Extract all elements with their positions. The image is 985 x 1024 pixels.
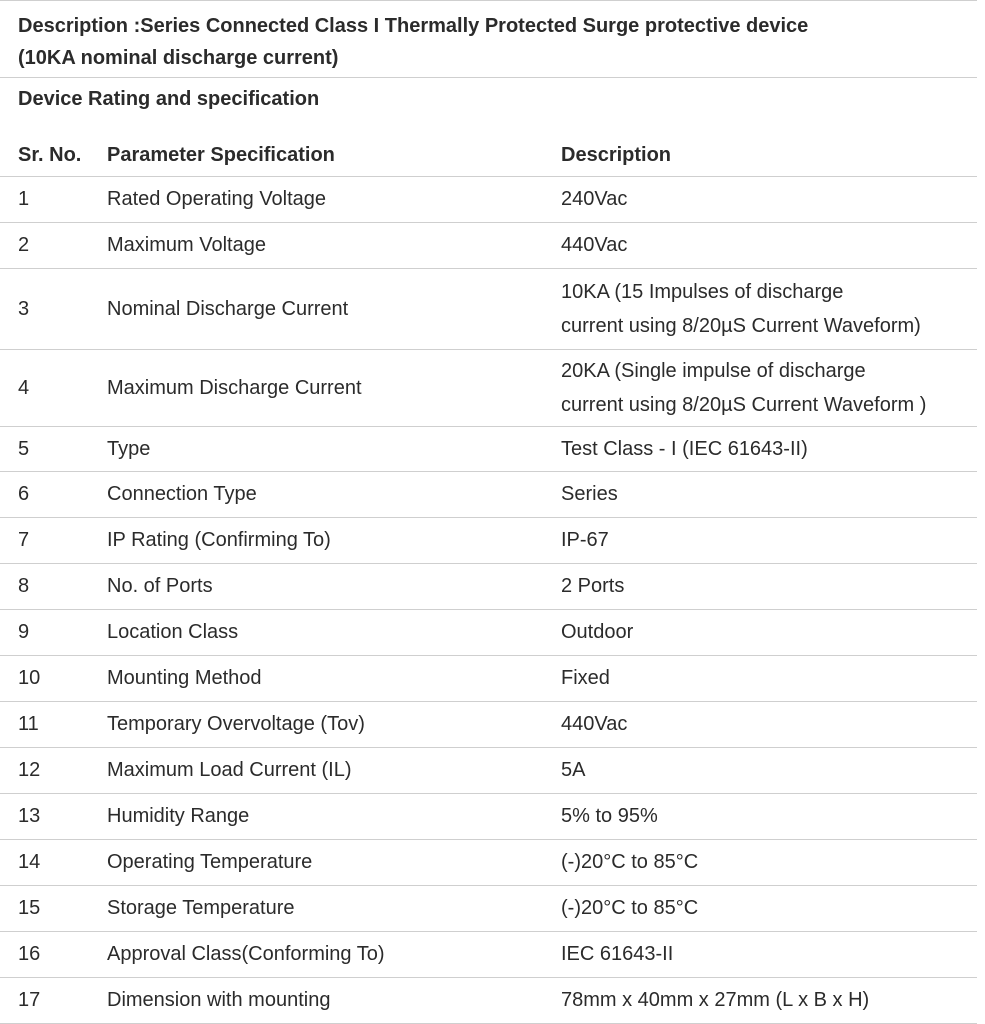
row-number: 2 bbox=[18, 234, 30, 256]
row-divider bbox=[0, 885, 977, 886]
table-row bbox=[0, 885, 977, 931]
row-description-line: 78mm x 40mm x 27mm (L x B x H) bbox=[561, 989, 870, 1011]
table-row bbox=[0, 349, 977, 426]
row-number: 3 bbox=[18, 297, 30, 320]
row-divider bbox=[0, 268, 977, 269]
row-number: 9 bbox=[18, 621, 30, 643]
row-number: 11 bbox=[18, 713, 39, 735]
description-block bbox=[18, 10, 968, 74]
row-description-line: 10KA (15 Impulses of discharge bbox=[561, 280, 844, 303]
row-description-line: 20KA (Single impulse of discharge bbox=[561, 359, 866, 382]
row-description bbox=[561, 799, 658, 833]
row-description-line: Test Class - I (IEC 61643-II) bbox=[561, 437, 808, 460]
row-description bbox=[561, 569, 624, 603]
row-description-line: 2 Ports bbox=[561, 575, 625, 597]
table-row bbox=[0, 176, 977, 222]
table-header bbox=[0, 138, 977, 176]
row-description bbox=[561, 891, 698, 925]
row-parameter: Maximum Discharge Current bbox=[107, 376, 362, 399]
row-description-line: Series bbox=[561, 483, 618, 505]
row-parameter: Maximum Load Current (IL) bbox=[107, 759, 352, 781]
row-parameter: Type bbox=[107, 437, 151, 460]
row-number: 4 bbox=[18, 376, 30, 399]
row-parameter: Temporary Overvoltage (Tov) bbox=[107, 713, 365, 735]
row-description bbox=[561, 523, 609, 557]
row-number: 15 bbox=[18, 897, 41, 919]
row-number: 5 bbox=[18, 437, 30, 460]
row-parameter: Rated Operating Voltage bbox=[107, 188, 327, 210]
row-divider bbox=[0, 563, 977, 564]
row-description bbox=[561, 661, 610, 695]
row-parameter: Humidity Range bbox=[107, 805, 250, 827]
row-parameter: Maximum Voltage bbox=[107, 234, 266, 256]
row-parameter: IP Rating (Confirming To) bbox=[107, 529, 331, 551]
table-row bbox=[0, 931, 977, 977]
row-parameter: Connection Type bbox=[107, 483, 257, 505]
table-row bbox=[0, 222, 977, 268]
row-parameter: Dimension with mounting bbox=[107, 989, 331, 1011]
row-divider bbox=[0, 517, 977, 518]
table-row bbox=[0, 793, 977, 839]
row-description bbox=[561, 477, 618, 511]
row-parameter: Approval Class(Conforming To) bbox=[107, 943, 385, 965]
row-divider bbox=[0, 701, 977, 702]
row-number: 16 bbox=[18, 943, 41, 965]
row-divider bbox=[0, 793, 977, 794]
row-description-line: 240Vac bbox=[561, 188, 628, 210]
section-title: Device Rating and specification bbox=[18, 88, 320, 110]
row-number: 12 bbox=[18, 759, 41, 781]
row-description-line: 5A bbox=[561, 759, 586, 781]
header-divider bbox=[0, 176, 977, 177]
row-description bbox=[561, 182, 627, 216]
section-divider bbox=[0, 77, 977, 78]
header-description: Description bbox=[561, 144, 672, 166]
row-description bbox=[561, 983, 869, 1017]
row-description bbox=[561, 937, 673, 971]
row-description bbox=[561, 753, 585, 787]
row-divider bbox=[0, 609, 977, 610]
row-number: 1 bbox=[18, 188, 30, 210]
row-divider bbox=[0, 931, 977, 932]
row-divider bbox=[0, 471, 977, 472]
row-divider bbox=[0, 426, 977, 427]
table-row bbox=[0, 517, 977, 563]
row-parameter: Location Class bbox=[107, 621, 239, 643]
header-sr-no: Sr. No. bbox=[18, 144, 82, 166]
row-description bbox=[561, 432, 808, 466]
table-row bbox=[0, 977, 977, 1023]
row-number: 8 bbox=[18, 575, 30, 597]
row-parameter: No. of Ports bbox=[107, 575, 213, 597]
row-divider bbox=[0, 839, 977, 840]
row-parameter: Storage Temperature bbox=[107, 897, 295, 919]
row-divider bbox=[0, 977, 977, 978]
row-description-line: IEC 61643-II bbox=[561, 943, 674, 965]
row-number: 13 bbox=[18, 805, 41, 827]
row-description bbox=[561, 845, 698, 879]
row-description-line: current using 8/20µS Current Waveform ) bbox=[561, 393, 927, 416]
row-number: 10 bbox=[18, 667, 41, 689]
row-description bbox=[561, 354, 926, 422]
table-row bbox=[0, 563, 977, 609]
row-description bbox=[561, 615, 633, 649]
description-line-2: (10KA nominal discharge current) bbox=[18, 47, 339, 69]
table-row bbox=[0, 268, 977, 349]
row-description-line: IP-67 bbox=[561, 529, 609, 551]
row-description bbox=[561, 707, 627, 741]
row-parameter: Mounting Method bbox=[107, 667, 262, 689]
row-divider bbox=[0, 747, 977, 748]
table-row bbox=[0, 839, 977, 885]
table-row bbox=[0, 426, 977, 471]
row-description-line: Fixed bbox=[561, 667, 610, 689]
row-parameter: Operating Temperature bbox=[107, 851, 313, 873]
table-row bbox=[0, 609, 977, 655]
row-description-line: 440Vac bbox=[561, 713, 628, 735]
row-number: 17 bbox=[18, 989, 41, 1011]
row-description-line: current using 8/20µS Current Waveform) bbox=[561, 314, 921, 337]
row-description-line: 5% to 95% bbox=[561, 805, 658, 827]
header-parameter: Parameter Specification bbox=[107, 144, 335, 166]
row-description-line: (-)20°C to 85°C bbox=[561, 851, 699, 873]
top-divider bbox=[0, 0, 977, 1]
row-divider bbox=[0, 222, 977, 223]
row-description-line: (-)20°C to 85°C bbox=[561, 897, 699, 919]
row-description-line: Outdoor bbox=[561, 621, 634, 643]
table-row bbox=[0, 747, 977, 793]
row-description bbox=[561, 228, 627, 262]
row-description-line: 440Vac bbox=[561, 234, 628, 256]
table-row bbox=[0, 655, 977, 701]
row-number: 7 bbox=[18, 529, 30, 551]
row-parameter: Nominal Discharge Current bbox=[107, 297, 349, 320]
description-line-1: Description :Series Connected Class I Thermally Protected Surge protective device bbox=[18, 15, 809, 37]
table-row bbox=[0, 471, 977, 517]
row-number: 14 bbox=[18, 851, 41, 873]
row-divider bbox=[0, 349, 977, 350]
row-divider bbox=[0, 655, 977, 656]
row-description bbox=[561, 275, 921, 343]
row-number: 6 bbox=[18, 483, 30, 505]
table-row bbox=[0, 701, 977, 747]
